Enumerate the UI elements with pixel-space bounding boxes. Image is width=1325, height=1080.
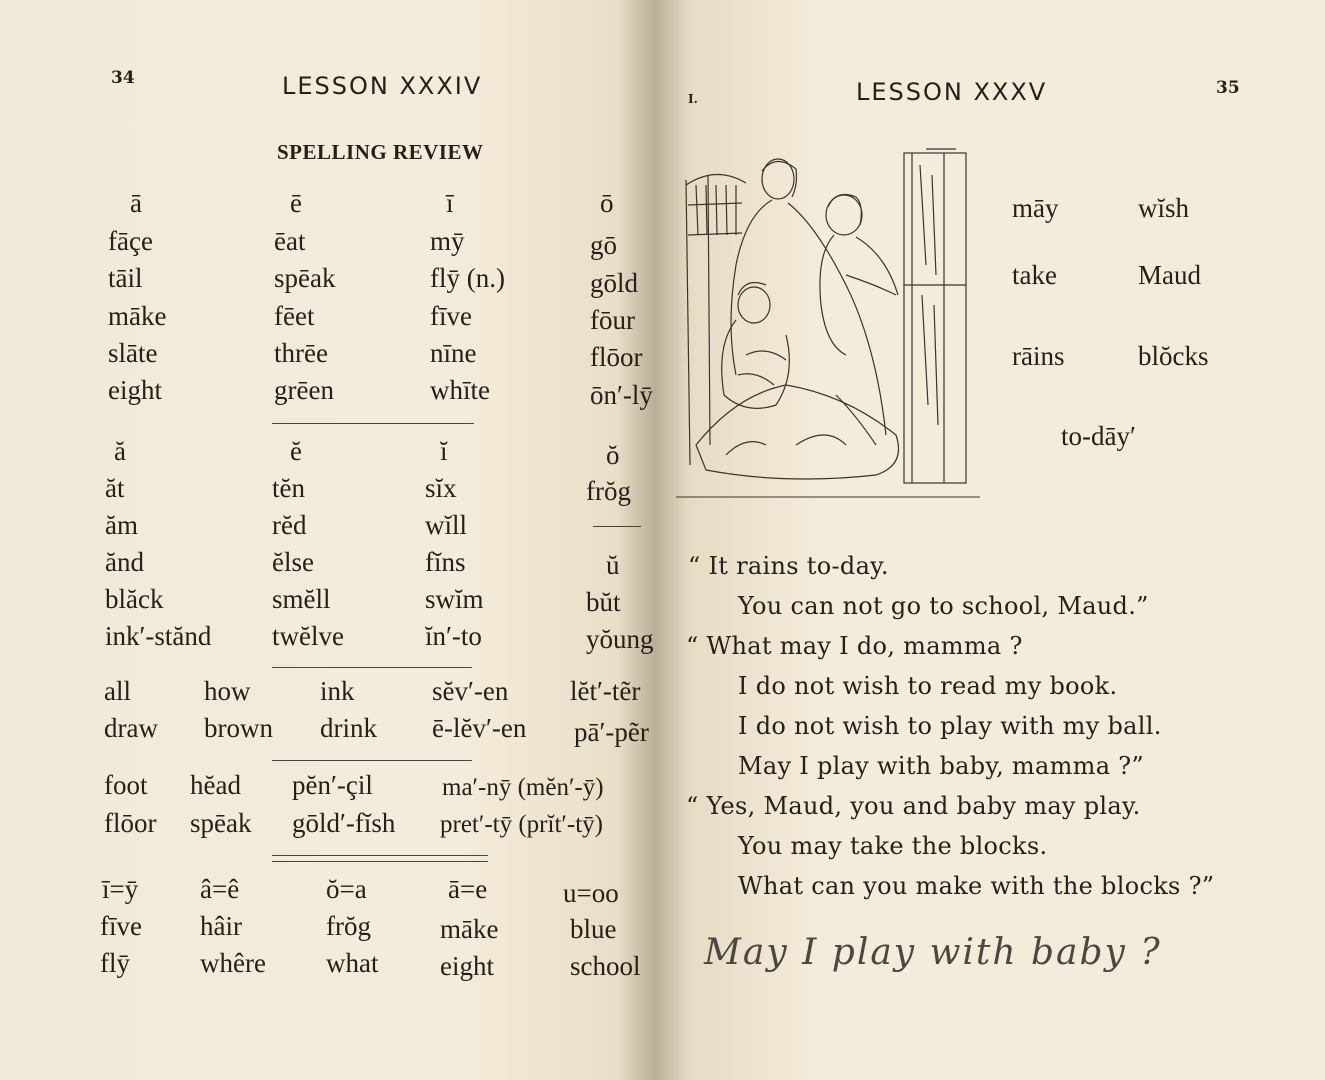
spelling-word: hĕad xyxy=(190,770,241,800)
illustration xyxy=(676,145,980,500)
spelling-word: tāil xyxy=(108,263,143,293)
spelling-word: flōor xyxy=(104,808,157,838)
spelling-word: hâir xyxy=(200,911,242,941)
lesson-title: LESSON XXXIV xyxy=(282,72,483,100)
spelling-word: bŭt xyxy=(586,587,621,617)
lesson-title: LESSON XXXV xyxy=(856,78,1048,106)
equivalence-header: ī=ȳ xyxy=(102,874,139,904)
vowel-header: ĭ xyxy=(440,436,448,466)
spelling-word: eight xyxy=(108,375,162,405)
spelling-word: māke xyxy=(108,301,167,331)
vowel-header: ŏ xyxy=(606,440,620,470)
vowel-header: ŭ xyxy=(606,550,620,580)
spelling-word: foot xyxy=(104,770,148,800)
spelling-word: flȳ xyxy=(100,948,130,978)
spelling-word: ōn′-lȳ xyxy=(590,380,653,410)
left-page xyxy=(0,0,656,1080)
spelling-word: ĕlse xyxy=(272,547,314,577)
reading-line: You can not go to school, Maud.” xyxy=(738,592,1149,620)
spelling-word: fīve xyxy=(100,911,142,941)
spelling-word: mȳ xyxy=(430,226,465,256)
spelling-word: gō xyxy=(590,230,617,260)
reading-line: I do not wish to read my book. xyxy=(738,672,1118,700)
equivalence-header: ŏ=a xyxy=(326,874,367,904)
vowel-header: ā xyxy=(130,188,142,218)
spelling-word: draw xyxy=(104,713,158,743)
spelling-word: drink xyxy=(320,713,377,743)
spelling-word: ink xyxy=(320,676,355,706)
spelling-word: pā′-pẽr xyxy=(574,717,649,747)
spelling-word: tĕn xyxy=(272,473,305,503)
spelling-word: flōor xyxy=(590,342,643,372)
spelling-word: sĕv′-en xyxy=(432,676,509,706)
spelling-word: eight xyxy=(440,951,494,981)
vowel-header: ĕ xyxy=(290,436,302,466)
spelling-word: fĭns xyxy=(425,547,466,577)
vocabulary-word: Maud xyxy=(1138,260,1201,290)
divider xyxy=(272,667,472,668)
vocabulary-word: rāins xyxy=(1012,341,1065,371)
reading-line: You may take the blocks. xyxy=(738,832,1048,860)
spelling-word: fīve xyxy=(430,301,472,331)
equivalence-header: â=ê xyxy=(200,874,240,904)
spelling-word: rĕd xyxy=(272,510,307,540)
spelling-word: ăm xyxy=(105,510,138,540)
spelling-word: ăt xyxy=(105,473,125,503)
spelling-word: wĭll xyxy=(425,510,468,540)
equivalence-header: ā=e xyxy=(448,874,488,904)
spelling-word: blăck xyxy=(105,584,164,614)
spelling-word: ēat xyxy=(274,226,306,256)
equivalence-header: u=oo xyxy=(563,878,619,908)
spelling-word: whīte xyxy=(430,375,490,405)
divider xyxy=(593,526,641,527)
spelling-word: lĕt′-tẽr xyxy=(570,676,641,706)
spelling-word: yŏung xyxy=(586,624,654,654)
page-number: 35 xyxy=(1216,78,1240,98)
vocabulary-word: take xyxy=(1012,260,1057,290)
reading-line: “ It rains to-day. xyxy=(688,552,889,580)
divider xyxy=(272,855,488,856)
reading-line: I do not wish to play with my ball. xyxy=(738,712,1162,740)
spelling-word: frŏg xyxy=(326,911,371,941)
spelling-word: how xyxy=(204,676,251,706)
divider xyxy=(272,423,474,424)
spelling-word: spēak xyxy=(190,808,252,838)
spelling-word: flȳ (n.) xyxy=(430,263,505,293)
spelling-word: twĕlve xyxy=(272,621,344,651)
spelling-word: ĭn′-to xyxy=(425,621,482,651)
spelling-word: smĕll xyxy=(272,584,331,614)
spelling-word: ē-lĕv′-en xyxy=(432,713,527,743)
spelling-word: slāte xyxy=(108,338,158,368)
spelling-word: fēet xyxy=(274,301,315,331)
spelling-word: whêre xyxy=(200,948,266,978)
spelling-word: fāçe xyxy=(108,226,153,256)
vowel-header: ī xyxy=(446,188,454,218)
right-page xyxy=(656,0,1325,1080)
reading-line: May I play with baby, mamma ?” xyxy=(738,752,1144,780)
section-subtitle: SPELLING REVIEW xyxy=(277,140,484,164)
vowel-header: ă xyxy=(114,436,126,466)
vowel-header: ē xyxy=(290,188,302,218)
spelling-word: school xyxy=(570,951,641,981)
reading-line: “ Yes, Maud, you and baby may play. xyxy=(686,792,1141,820)
spelling-word: what xyxy=(326,948,379,978)
spelling-word: frŏg xyxy=(586,476,631,506)
reading-line: What can you make with the blocks ?” xyxy=(738,872,1215,900)
vocabulary-word: to-dāy′ xyxy=(1061,421,1136,451)
spelling-word: ma′-nȳ (mĕn′-ȳ) xyxy=(442,774,604,801)
spelling-word: blue xyxy=(570,914,617,944)
divider xyxy=(272,760,472,761)
page-number: 34 xyxy=(111,68,135,88)
spelling-word: gōld xyxy=(590,268,639,298)
spelling-word: spēak xyxy=(274,263,336,293)
spelling-word: pret′-tȳ (prĭt′-tȳ) xyxy=(440,811,603,838)
script-sentence: May I play with baby ? xyxy=(704,932,1162,973)
spelling-word: brown xyxy=(204,713,273,743)
corner-mark: I. xyxy=(688,92,698,106)
spelling-word: swĭm xyxy=(425,584,484,614)
spelling-word: gōld′-fĭsh xyxy=(292,808,396,838)
spelling-word: grēen xyxy=(274,375,334,405)
spelling-word: māke xyxy=(440,914,499,944)
spelling-word: all xyxy=(104,676,131,706)
vocabulary-word: blŏcks xyxy=(1138,341,1209,371)
vocabulary-word: wĭsh xyxy=(1138,193,1190,223)
spelling-word: nīne xyxy=(430,338,477,368)
divider xyxy=(272,861,488,862)
spelling-word: ănd xyxy=(105,547,144,577)
spelling-word: fōur xyxy=(590,305,635,335)
vowel-header: ō xyxy=(600,188,614,218)
vocabulary-word: māy xyxy=(1012,193,1059,223)
reading-line: “ What may I do, mamma ? xyxy=(686,632,1023,660)
spelling-word: thrēe xyxy=(274,338,328,368)
spelling-word: ink′-stănd xyxy=(105,621,212,651)
spelling-word: pĕn′-çil xyxy=(292,770,373,800)
spelling-word: sĭx xyxy=(425,473,457,503)
